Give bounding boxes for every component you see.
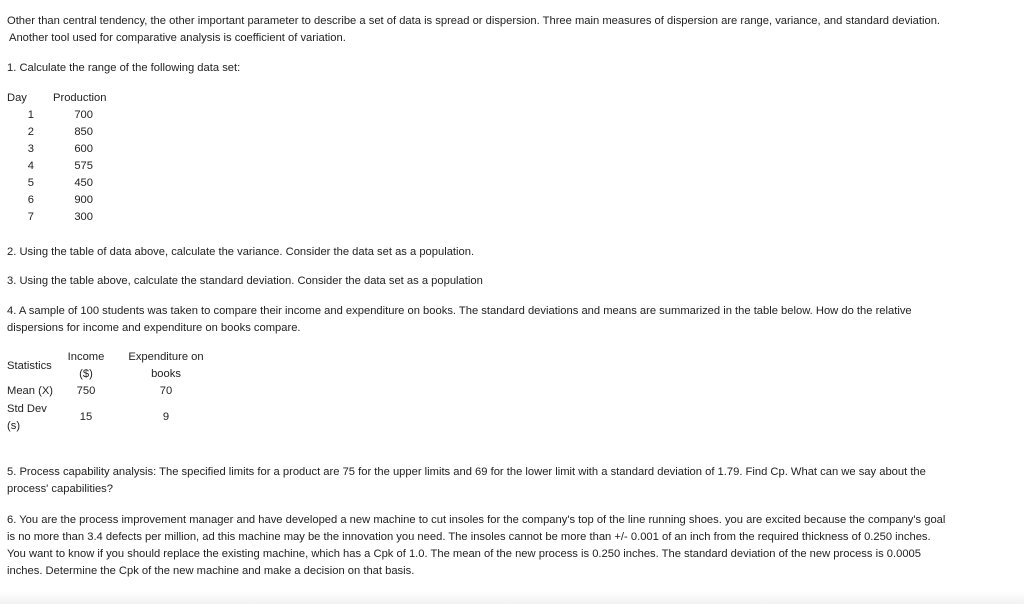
table-cell-day: 1: [27, 109, 34, 121]
table-cell-day: 6: [27, 194, 34, 206]
question-5-line-2: process' capabilities?: [7, 483, 113, 495]
question-6-line-1: 6. You are the process improvement manager and have developed a new machine to cut insoles for the company's top of the line running shoes. you are excited because the company's goal: [7, 514, 946, 526]
row-label-std-dev-symbol: (s): [7, 420, 21, 432]
question-2: 2. Using the table of data above, calculate the variance. Consider the data set as a population.: [7, 246, 475, 258]
table-header-income: Income: [67, 351, 105, 363]
table-cell-production: 450: [74, 177, 93, 189]
table-cell-production: 900: [74, 194, 93, 206]
table-cell-day: 4: [27, 160, 34, 172]
question-6-line-4: inches. Determine the Cpk of the new machine and make a decision on that basis.: [7, 565, 415, 577]
table-cell-production: 575: [74, 160, 93, 172]
sd-income-cell: 15: [79, 411, 93, 423]
table-header-income-unit: ($): [79, 368, 93, 380]
question-1: 1. Calculate the range of the following data set:: [7, 62, 241, 74]
mean-income-cell: 750: [76, 385, 96, 397]
table-cell-day: 3: [27, 143, 34, 155]
table-header-expenditure: Expenditure on: [128, 351, 204, 363]
table-cell-day: 5: [27, 177, 34, 189]
intro-line-1: Other than central tendency, the other important parameter to describe a set of data is spread or dispersion. Three main measures of dispersion are range, variance, and standard deviation.: [7, 15, 941, 27]
table-cell-production: 850: [74, 126, 93, 138]
question-6-line-3: You want to know if you should replace the existing machine, which has a Cpk of 1.0. The mean of the new process is 0.250 inches. The standard deviation of the new process is 0.0005: [7, 548, 921, 560]
question-4-line-1: 4. A sample of 100 students was taken to compare their income and expenditure on books. The standard deviations and means are summarized in the table below. How do the relative: [7, 305, 912, 317]
sd-expenditure-cell: 9: [162, 411, 170, 423]
table-cell-production: 600: [74, 143, 93, 155]
table-header-day: Day: [7, 92, 27, 104]
row-label-std-dev: Std Dev: [7, 403, 47, 415]
row-label-mean: Mean (X): [7, 385, 54, 397]
table-header-production: Production: [53, 92, 107, 104]
question-4-line-2: dispersions for income and expenditure on books compare.: [7, 322, 301, 334]
intro-line-2: Another tool used for comparative analysis is coefficient of variation.: [9, 32, 346, 44]
table-cell-day: 7: [27, 211, 34, 223]
table-cell-production: 300: [74, 211, 93, 223]
table-header-expenditure-unit: books: [151, 368, 181, 380]
question-6-line-2: is no more than 3.4 defects per million, ad this machine may be the innovation you need. The insoles cannot be more than +/- 0.001 of an inch from the required thickness of 0.250 inches.: [7, 531, 931, 543]
mean-expenditure-cell: 70: [159, 385, 173, 397]
table-cell-production: 700: [74, 109, 93, 121]
question-5-line-1: 5. Process capability analysis: The specified limits for a product are 75 for the upper limits and 69 for the lower limit with a standard deviation of 1.79. Find Cp. What can we say about the: [7, 466, 926, 478]
bottom-divider-shade: [0, 592, 1024, 604]
table-cell-day: 2: [27, 126, 34, 138]
question-3: 3. Using the table above, calculate the standard deviation. Consider the data set as a population: [7, 275, 483, 287]
table-header-statistics: Statistics: [7, 360, 52, 372]
